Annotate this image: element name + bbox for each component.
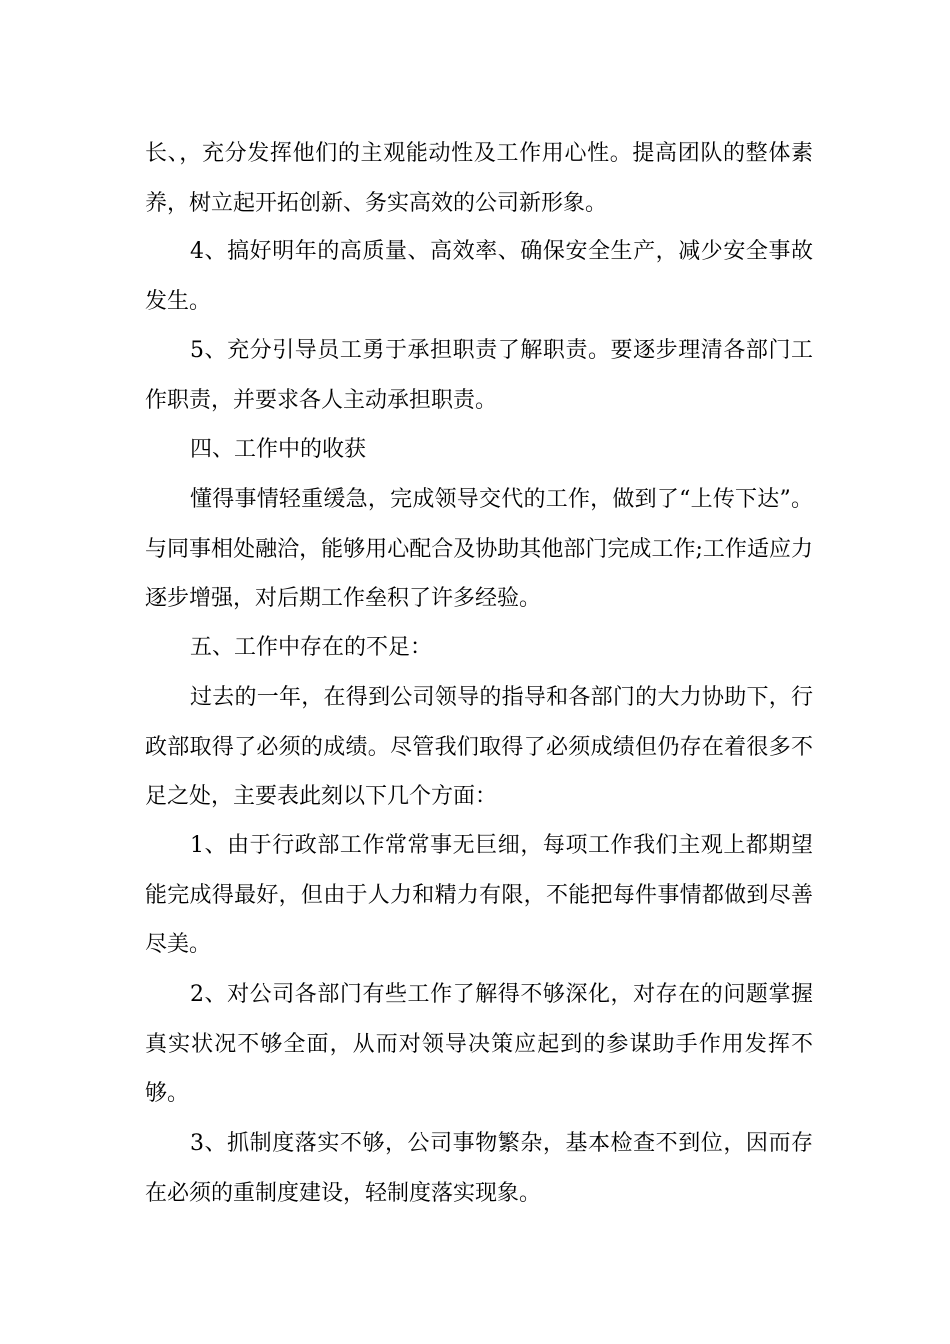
paragraph-team-quality: 长、，充分发挥他们的主观能动性及工作用心性。提高团队的整体素养，树立起开拓创新、务实高效的公司新形象。 [145,141,813,216]
section-heading-gains: 四、工作中的收获 [190,437,367,462]
paragraph-past-year: 过去的一年，在得到公司领导的指导和各部门的大力协助下，行政部取得了必须的成绩。尽管我们取得了必须成绩但仍存在着很多不足之处，主要表此刻以下几个方面： [145,685,813,809]
paragraph-shortcoming-1: 1、由于行政部工作常常事无巨细，每项工作我们主观上都期望能完成得最好，但由于人力和精力有限，不能把每件事情都做到尽善尽美。 [145,833,813,957]
paragraph-gains: 懂得事情轻重缓急，完成领导交代的工作，做到了“上传下达”。与同事相处融洽，能够用心配合及协助其他部门完成工作;工作适应力逐步增强，对后期工作垒积了许多经验。 [145,487,813,611]
paragraph-item-5-responsibility: 5、充分引导员工勇于承担职责了解职责。要逐步理清各部门工作职责，并要求各人主动承担职责。 [145,338,813,413]
paragraph-shortcoming-3: 3、抓制度落实不够，公司事物繁杂，基本检查不到位，因而存在必须的重制度建设，轻制度落实现象。 [145,1131,813,1206]
section-heading-shortcomings: 五、工作中存在的不足： [190,635,433,660]
paragraph-shortcoming-2: 2、对公司各部门有些工作了解得不够深化，对存在的问题掌握真实状况不够全面，从而对领导决策应起到的参谋助手作用发挥不够。 [145,982,813,1106]
paragraph-item-4-safety: 4、搞好明年的高质量、高效率、确保安全生产，减少安全事故发生。 [145,239,813,314]
